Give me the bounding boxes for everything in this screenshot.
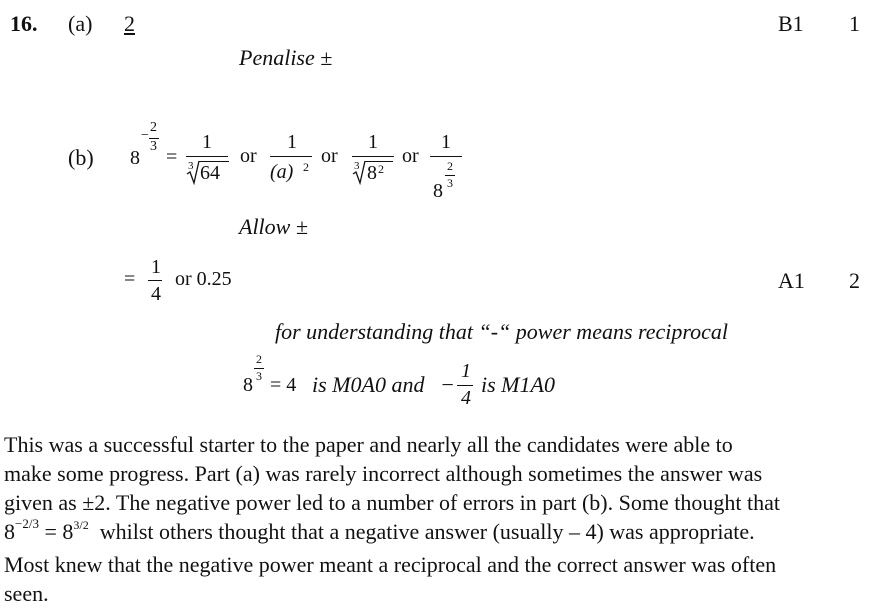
root-radicand-8: 8 [367,162,377,184]
inline-base-2: 8 [62,519,74,544]
exponent-denominator: 3 [150,139,157,154]
allow-note: Allow ± [239,214,308,239]
or-3: or [402,145,419,167]
part-a-mark-code: B1 [778,11,804,36]
result-alternative: or 0.25 [175,268,232,290]
cube-root-64 [186,159,230,187]
result-equals: = [124,268,136,290]
part-a-label: (a) [68,11,93,36]
or-2: or [321,145,338,167]
fraction4-bar [430,156,462,157]
report-line-5: Most knew that the negative power meant a reciprocal and the correct answer was often [4,552,777,577]
fraction2-bar [270,156,312,157]
fraction4-numerator: 1 [441,131,451,153]
report-line-3: given as ±2. The negative power led to a number of errors in part (b). Some thought that [4,490,780,515]
mnote-minus: − [440,372,455,397]
result-numerator: 1 [151,256,161,278]
fraction2-numerator: 1 [287,131,297,153]
examiner-report [4,430,868,608]
fraction1-bar [186,156,228,157]
penalise-note: Penalise ± [239,45,333,70]
part-b-mark-total: 2 [849,268,860,293]
part-b-label: (b) [68,145,94,170]
fraction4-exp-numerator: 2 [447,159,453,173]
question-number: 16. [10,11,38,36]
inline-exp-neg: −2/3 [15,516,39,531]
understanding-note: for understanding that “-“ power means reciprocal [275,319,729,344]
mnote-frac-denominator: 4 [461,387,471,409]
part-b-mark-code: A1 [778,268,805,293]
root-index: 3 [188,160,194,172]
fraction2-square: 2 [303,160,309,174]
fraction2-denominator: (a) [270,161,294,183]
result-denominator: 4 [151,283,161,305]
inline-equals: = [44,519,57,544]
fraction3-numerator: 1 [368,131,378,153]
report-line-2: make some progress. Part (a) was rarely incorrect although sometimes the answer was [4,461,763,486]
base-eight: 8 [130,147,140,169]
report-line-1: This was a successful starter to the paper and nearly all the candidates were able to [4,432,733,457]
report-line-4 [4,517,868,550]
exponent-numerator: 2 [150,120,157,135]
mnote-m0a0: is M0A0 and [312,372,425,397]
fraction4-exp-denominator: 3 [447,176,453,190]
root-radicand-64: 64 [200,162,220,184]
result-bar [148,280,162,281]
fraction3-bar [352,156,394,157]
equals-sign: = [166,146,178,168]
or-1: or [240,145,257,167]
part-a-answer: 2 [124,11,135,36]
mnote-equals-four: = 4 [270,374,297,396]
fraction4-base: 8 [433,180,443,202]
root-radicand-square: 2 [378,162,384,176]
fraction1-numerator: 1 [202,131,212,153]
mnote-exp-numerator: 2 [256,352,262,366]
inline-exp-pos: 3/2 [73,518,89,532]
mnote-base: 8 [243,374,253,396]
mnote-m1a0: is M1A0 [481,372,555,397]
report-line-6: seen. [4,581,49,606]
cube-root-8-squared [352,159,396,187]
report-line-4-tail: whilst others thought that a negative answer (usually – 4) was appropriate. [99,519,755,544]
mnote-exp-denominator: 3 [256,369,262,383]
inline-base-1: 8 [4,519,15,544]
mnote-frac-numerator: 1 [461,360,471,382]
part-a-mark-total: 1 [849,11,860,36]
root-index: 3 [354,160,360,172]
exponent-sign: − [141,128,149,143]
